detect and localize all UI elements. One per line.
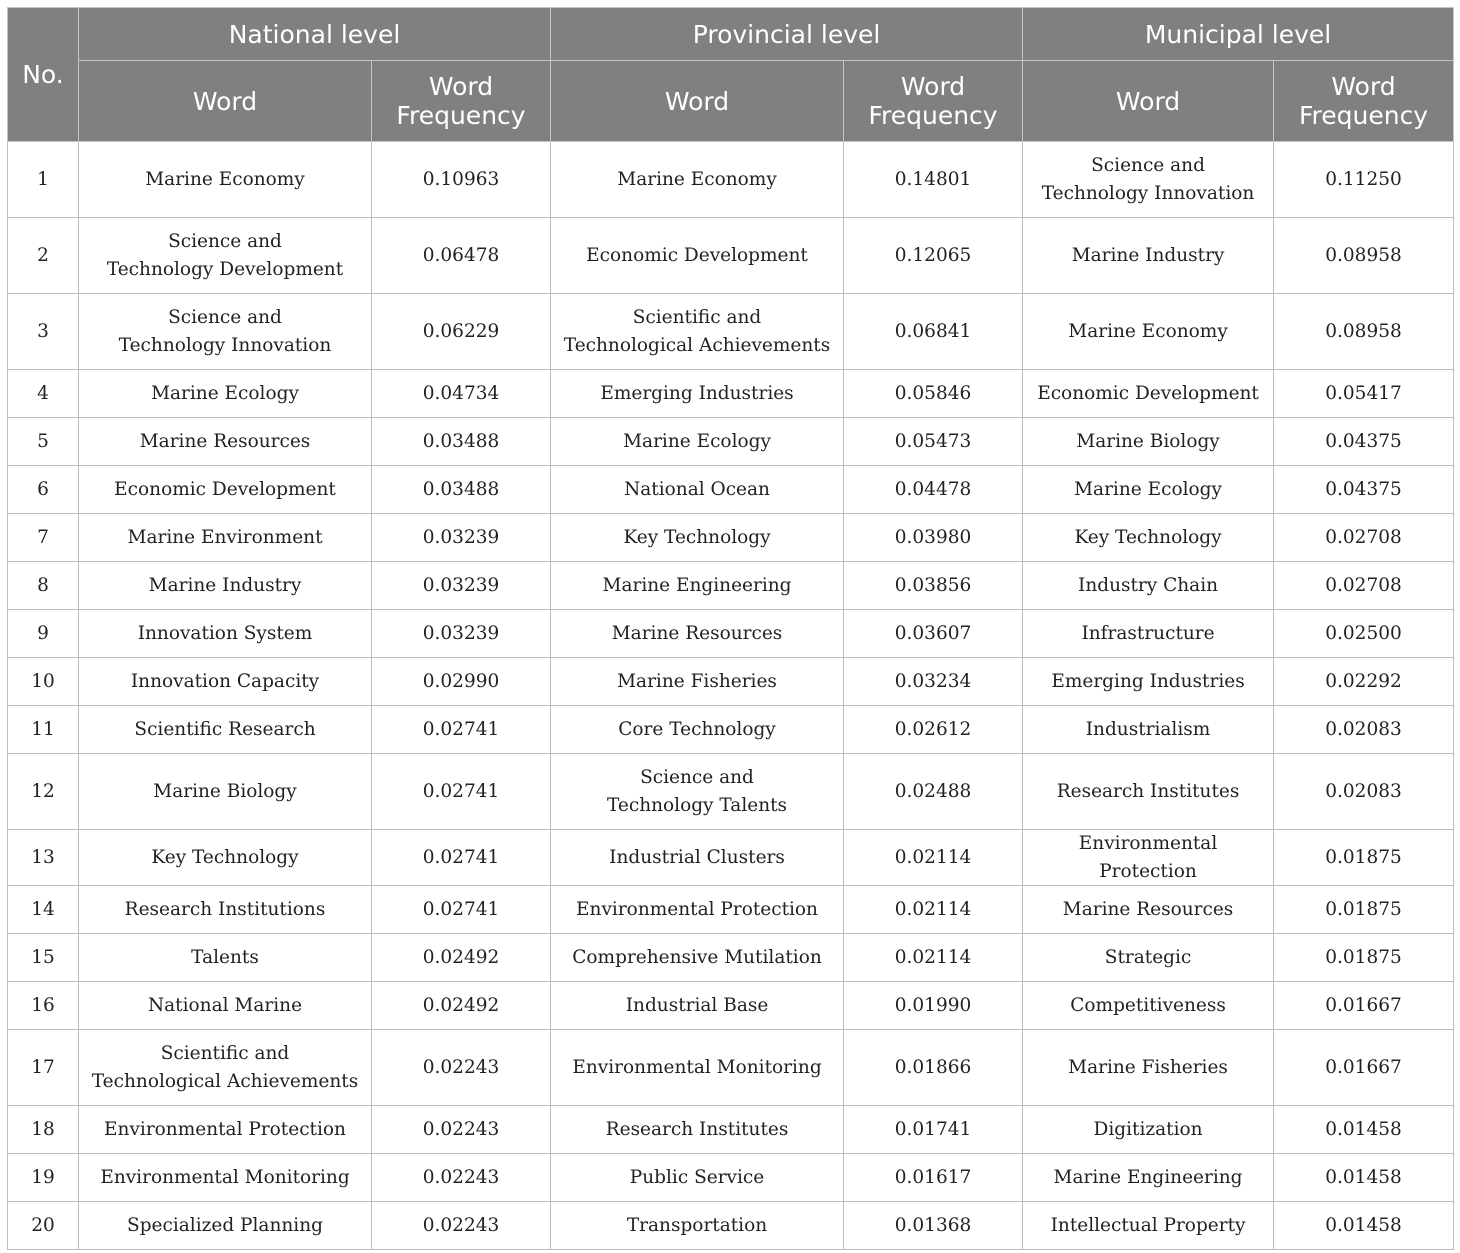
- national-frequency: 0.02741: [372, 754, 551, 830]
- municipal-frequency: 0.08958: [1274, 294, 1454, 370]
- table-row: [8, 418, 1454, 466]
- provincial-frequency: 0.01866: [844, 1030, 1023, 1106]
- word-line: Marine Fisheries: [1068, 1056, 1228, 1078]
- national-word: [79, 934, 372, 982]
- municipal-frequency: 0.02708: [1274, 514, 1454, 562]
- word-line: Science and: [168, 231, 282, 252]
- provincial-word: [551, 1030, 844, 1106]
- provincial-frequency: 0.05846: [844, 370, 1023, 418]
- header-freq-line1: Word: [428, 72, 494, 101]
- word-line: Transportation: [626, 1214, 768, 1236]
- municipal-word: [1023, 218, 1274, 294]
- national-frequency: 0.02243: [372, 1030, 551, 1106]
- word-line: Marine Resources: [611, 622, 783, 644]
- table-row: [8, 370, 1454, 418]
- provincial-frequency: 0.03856: [844, 562, 1023, 610]
- header-provincial-frequency: [844, 61, 1023, 142]
- word-line: Talents: [191, 946, 259, 968]
- word-line: Scientific and: [632, 307, 762, 328]
- word-line: Science and: [1091, 155, 1205, 176]
- national-frequency: 0.06229: [372, 294, 551, 370]
- word-line: Marine Engineering: [1053, 1166, 1243, 1188]
- table-row: [8, 294, 1454, 370]
- word-line: Environmental Monitoring: [572, 1056, 822, 1078]
- table-row: [8, 562, 1454, 610]
- provincial-word: [551, 562, 844, 610]
- provincial-word: [551, 886, 844, 934]
- provincial-frequency: 0.03980: [844, 514, 1023, 562]
- word-line: Emerging Industries: [600, 382, 794, 404]
- word-line: Marine Fisheries: [617, 670, 777, 692]
- header-national-level: National level: [79, 8, 551, 61]
- national-frequency: 0.02741: [372, 886, 551, 934]
- header-provincial-level: Provincial level: [551, 8, 1023, 61]
- word-line: Strategic: [1104, 946, 1192, 968]
- national-word: [79, 610, 372, 658]
- provincial-frequency: 0.01741: [844, 1106, 1023, 1154]
- header-freq-line2: Frequency: [868, 101, 998, 130]
- row-number: 15: [8, 934, 79, 982]
- national-frequency: 0.06478: [372, 218, 551, 294]
- municipal-frequency: 0.02708: [1274, 562, 1454, 610]
- word-line: Technology Innovation: [118, 334, 332, 356]
- word-line: Digitization: [1093, 1118, 1203, 1140]
- national-word: [79, 830, 372, 886]
- row-number: 12: [8, 754, 79, 830]
- national-frequency: 0.02492: [372, 982, 551, 1030]
- word-line: Marine Resources: [1062, 898, 1234, 920]
- provincial-word: [551, 706, 844, 754]
- municipal-frequency: 0.04375: [1274, 418, 1454, 466]
- provincial-word: [551, 1202, 844, 1250]
- table-row: [8, 142, 1454, 218]
- word-line: Marine Ecology: [623, 430, 771, 452]
- provincial-frequency: 0.05473: [844, 418, 1023, 466]
- national-frequency: 0.03488: [372, 466, 551, 514]
- provincial-word: [551, 370, 844, 418]
- table-row: [8, 658, 1454, 706]
- municipal-frequency: 0.01458: [1274, 1106, 1454, 1154]
- provincial-frequency: 0.01990: [844, 982, 1023, 1030]
- provincial-frequency: 0.03234: [844, 658, 1023, 706]
- national-frequency: 0.02243: [372, 1202, 551, 1250]
- word-line: Key Technology: [151, 846, 299, 868]
- table-row: [8, 982, 1454, 1030]
- header-freq-line1: Word: [1331, 72, 1396, 101]
- word-line: Technology Talents: [606, 794, 788, 816]
- municipal-word: [1023, 830, 1274, 886]
- national-word: [79, 218, 372, 294]
- municipal-word: [1023, 982, 1274, 1030]
- national-word: [79, 418, 372, 466]
- provincial-word: [551, 830, 844, 886]
- header-provincial-word: Word: [551, 61, 844, 142]
- national-frequency: 0.02243: [372, 1154, 551, 1202]
- word-line: Competitiveness: [1070, 994, 1226, 1016]
- provincial-word: [551, 514, 844, 562]
- word-line: Marine Biology: [1076, 430, 1220, 452]
- municipal-word: [1023, 610, 1274, 658]
- municipal-word: [1023, 1106, 1274, 1154]
- national-word: [79, 982, 372, 1030]
- row-number: 14: [8, 886, 79, 934]
- national-frequency: 0.02990: [372, 658, 551, 706]
- provincial-word: [551, 934, 844, 982]
- provincial-frequency: 0.02114: [844, 886, 1023, 934]
- word-line: Intellectual Property: [1050, 1214, 1246, 1236]
- municipal-word: [1023, 934, 1274, 982]
- national-word: [79, 466, 372, 514]
- word-line: Marine Resources: [139, 430, 311, 452]
- municipal-word: [1023, 886, 1274, 934]
- table-row: [8, 1106, 1454, 1154]
- row-number: 6: [8, 466, 79, 514]
- municipal-frequency: 0.02292: [1274, 658, 1454, 706]
- provincial-frequency: 0.02488: [844, 754, 1023, 830]
- provincial-frequency: 0.12065: [844, 218, 1023, 294]
- row-number: 10: [8, 658, 79, 706]
- table-body: [8, 142, 1454, 1250]
- word-line: Economic Development: [1037, 382, 1259, 404]
- provincial-frequency: 0.03607: [844, 610, 1023, 658]
- national-frequency: 0.10963: [372, 142, 551, 218]
- word-line: Industrial Clusters: [609, 846, 785, 868]
- word-line: Science and: [640, 767, 754, 788]
- word-line: National Marine: [147, 994, 303, 1016]
- row-number: 19: [8, 1154, 79, 1202]
- provincial-frequency: 0.02612: [844, 706, 1023, 754]
- municipal-word: [1023, 418, 1274, 466]
- word-line: Marine Engineering: [602, 574, 792, 596]
- municipal-word: [1023, 562, 1274, 610]
- word-line: Research Institutes: [1056, 780, 1240, 802]
- row-number: 2: [8, 218, 79, 294]
- word-line: Scientific Research: [134, 718, 316, 740]
- word-line: Marine Biology: [153, 780, 297, 802]
- word-line: Core Technology: [618, 718, 776, 740]
- provincial-frequency: 0.01368: [844, 1202, 1023, 1250]
- row-number: 16: [8, 982, 79, 1030]
- provincial-frequency: 0.02114: [844, 934, 1023, 982]
- provincial-word: [551, 418, 844, 466]
- national-word: [79, 562, 372, 610]
- national-frequency: 0.02243: [372, 1106, 551, 1154]
- municipal-frequency: 0.02500: [1274, 610, 1454, 658]
- row-number: 20: [8, 1202, 79, 1250]
- word-line: Innovation System: [137, 622, 313, 644]
- row-number: 11: [8, 706, 79, 754]
- provincial-word: [551, 982, 844, 1030]
- word-line: Marine Environment: [127, 526, 323, 548]
- word-line: Marine Ecology: [151, 382, 299, 404]
- provincial-frequency: 0.06841: [844, 294, 1023, 370]
- national-frequency: 0.02741: [372, 706, 551, 754]
- provincial-word: [551, 754, 844, 830]
- header-municipal-frequency: [1274, 61, 1454, 142]
- header-freq-line2: Frequency: [396, 101, 526, 130]
- national-word: [79, 754, 372, 830]
- word-line: Infrastructure: [1081, 622, 1215, 644]
- word-line: Key Technology: [1074, 526, 1222, 548]
- municipal-word: [1023, 294, 1274, 370]
- municipal-frequency: 0.04375: [1274, 466, 1454, 514]
- national-frequency: 0.02741: [372, 830, 551, 886]
- word-line: Research Institutes: [605, 1118, 789, 1140]
- word-line: Industrial Base: [625, 994, 769, 1016]
- word-line: Industrialism: [1085, 718, 1211, 740]
- word-line: Specialized Planning: [127, 1214, 323, 1236]
- word-line: Key Technology: [623, 526, 771, 548]
- municipal-word: [1023, 370, 1274, 418]
- national-frequency: 0.03488: [372, 418, 551, 466]
- header-municipal-level: Municipal level: [1023, 8, 1454, 61]
- municipal-frequency: 0.08958: [1274, 218, 1454, 294]
- municipal-frequency: 0.01458: [1274, 1202, 1454, 1250]
- provincial-word: [551, 218, 844, 294]
- row-number: 4: [8, 370, 79, 418]
- table-row: [8, 466, 1454, 514]
- municipal-word: [1023, 466, 1274, 514]
- word-line: Environmental Protection: [576, 898, 818, 920]
- word-line: Marine Economy: [145, 168, 305, 190]
- national-word: [79, 658, 372, 706]
- word-line: Industry Chain: [1078, 574, 1219, 596]
- word-line: Economic Development: [586, 244, 808, 266]
- municipal-frequency: 0.01875: [1274, 886, 1454, 934]
- national-word: [79, 294, 372, 370]
- municipal-word: [1023, 1154, 1274, 1202]
- row-number: 7: [8, 514, 79, 562]
- national-word: [79, 1154, 372, 1202]
- national-word: [79, 706, 372, 754]
- table-row: [8, 1154, 1454, 1202]
- word-line: Environmental Protection: [104, 1118, 346, 1140]
- word-line: Scientific and: [160, 1043, 290, 1064]
- national-frequency: 0.03239: [372, 610, 551, 658]
- table-row: [8, 830, 1454, 886]
- municipal-word: [1023, 1030, 1274, 1106]
- municipal-frequency: 0.01667: [1274, 982, 1454, 1030]
- national-word: [79, 514, 372, 562]
- provincial-frequency: 0.02114: [844, 830, 1023, 886]
- word-line: Environmental Monitoring: [100, 1166, 350, 1188]
- row-number: 9: [8, 610, 79, 658]
- word-line: Technological Achievements: [91, 1070, 359, 1092]
- municipal-frequency: 0.05417: [1274, 370, 1454, 418]
- national-word: [79, 370, 372, 418]
- provincial-word: [551, 294, 844, 370]
- header-freq-line1: Word: [900, 72, 966, 101]
- table-row: [8, 754, 1454, 830]
- municipal-frequency: 0.01875: [1274, 934, 1454, 982]
- row-number: 5: [8, 418, 79, 466]
- header-no: No.: [8, 8, 79, 142]
- word-line: Economic Development: [114, 478, 336, 500]
- header-national-word: Word: [79, 61, 372, 142]
- municipal-word: [1023, 514, 1274, 562]
- word-frequency-table: [7, 7, 1454, 1250]
- table-row: [8, 934, 1454, 982]
- word-line: Public Service: [629, 1166, 765, 1188]
- word-line: Marine Industry: [148, 574, 302, 596]
- municipal-word: [1023, 754, 1274, 830]
- table-row: [8, 610, 1454, 658]
- national-frequency: 0.03239: [372, 514, 551, 562]
- provincial-word: [551, 610, 844, 658]
- word-line: National Ocean: [624, 478, 770, 500]
- provincial-frequency: 0.01617: [844, 1154, 1023, 1202]
- provincial-word: [551, 658, 844, 706]
- word-line: Emerging Industries: [1051, 670, 1245, 692]
- table-row: [8, 1030, 1454, 1106]
- municipal-word: [1023, 658, 1274, 706]
- municipal-frequency: 0.11250: [1274, 142, 1454, 218]
- table-row: [8, 218, 1454, 294]
- municipal-frequency: 0.01875: [1274, 830, 1454, 886]
- word-line: Technological Achievements: [563, 334, 831, 356]
- national-word: [79, 1030, 372, 1106]
- word-line: Environmental Protection: [1078, 833, 1218, 882]
- word-line: Marine Industry: [1071, 244, 1225, 266]
- word-line: Science and: [168, 307, 282, 328]
- word-line: Innovation Capacity: [130, 670, 320, 692]
- word-line: Marine Economy: [617, 168, 777, 190]
- provincial-frequency: 0.14801: [844, 142, 1023, 218]
- municipal-frequency: 0.02083: [1274, 706, 1454, 754]
- national-frequency: 0.02492: [372, 934, 551, 982]
- table-header: [8, 8, 1454, 142]
- row-number: 18: [8, 1106, 79, 1154]
- national-word: [79, 142, 372, 218]
- header-national-frequency: [372, 61, 551, 142]
- national-frequency: 0.03239: [372, 562, 551, 610]
- municipal-word: [1023, 1202, 1274, 1250]
- row-number: 17: [8, 1030, 79, 1106]
- municipal-word: [1023, 706, 1274, 754]
- word-line: Marine Ecology: [1074, 478, 1222, 500]
- national-word: [79, 886, 372, 934]
- national-word: [79, 1202, 372, 1250]
- word-line: Technology Development: [106, 258, 344, 280]
- provincial-word: [551, 466, 844, 514]
- word-line: Research Institutions: [124, 898, 326, 920]
- header-freq-line2: Frequency: [1298, 101, 1429, 130]
- municipal-frequency: 0.02083: [1274, 754, 1454, 830]
- provincial-frequency: 0.04478: [844, 466, 1023, 514]
- provincial-word: [551, 142, 844, 218]
- national-frequency: 0.04734: [372, 370, 551, 418]
- provincial-word: [551, 1106, 844, 1154]
- word-line: Marine Economy: [1068, 320, 1228, 342]
- table-row: [8, 706, 1454, 754]
- row-number: 3: [8, 294, 79, 370]
- table-row: [8, 1202, 1454, 1250]
- row-number: 8: [8, 562, 79, 610]
- provincial-word: [551, 1154, 844, 1202]
- row-number: 1: [8, 142, 79, 218]
- word-line: Technology Innovation: [1041, 182, 1255, 204]
- header-municipal-word: Word: [1023, 61, 1274, 142]
- table-row: [8, 886, 1454, 934]
- national-word: [79, 1106, 372, 1154]
- municipal-frequency: 0.01458: [1274, 1154, 1454, 1202]
- word-line: Comprehensive Mutilation: [572, 946, 822, 968]
- row-number: 13: [8, 830, 79, 886]
- municipal-frequency: 0.01667: [1274, 1030, 1454, 1106]
- table-row: [8, 514, 1454, 562]
- municipal-word: [1023, 142, 1274, 218]
